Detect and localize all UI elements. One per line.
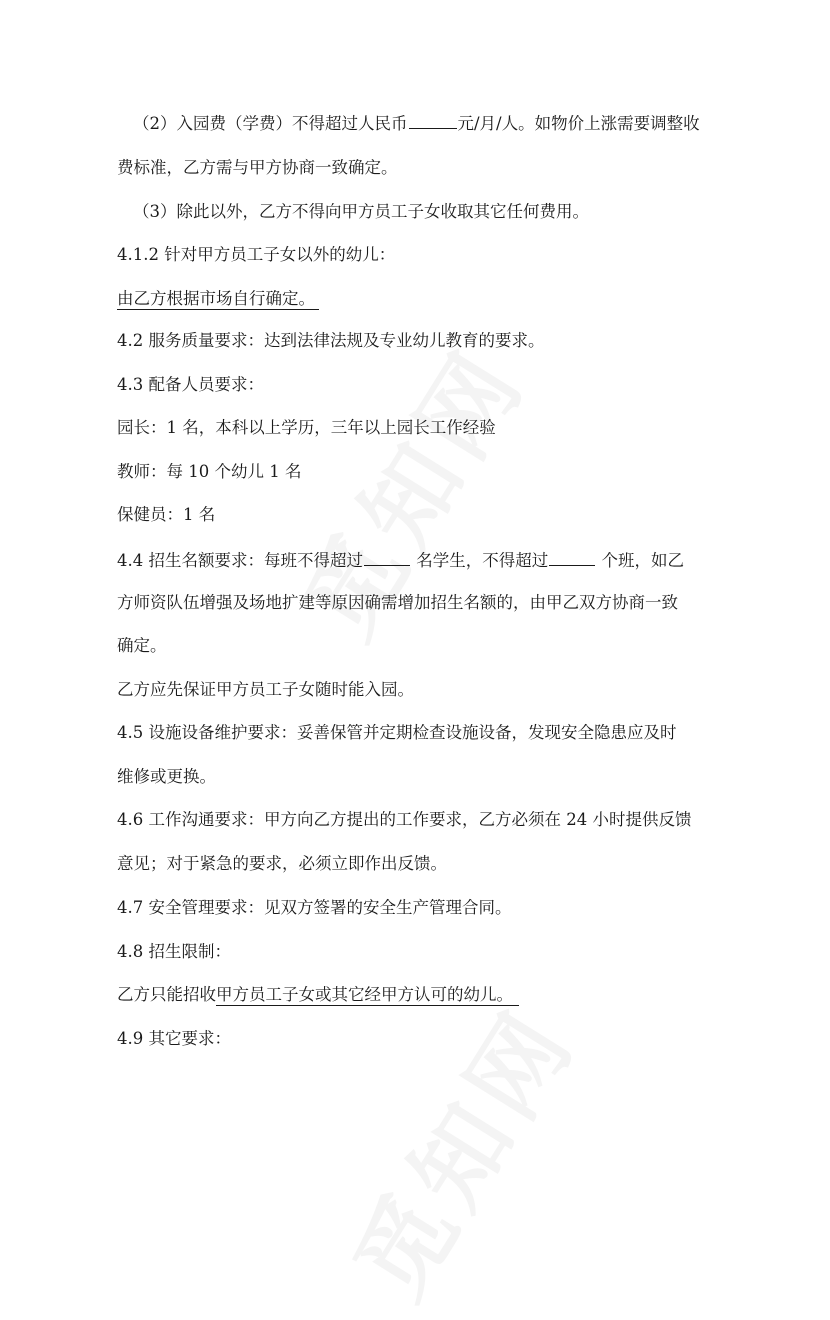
text-line: 4.6 工作沟通要求：甲方向乙方提出的工作要求，乙方必须在 24 小时提供反馈: [117, 810, 692, 829]
text-line: 4.2 服务质量要求：达到法律法规及专业幼儿教育的要求。: [117, 331, 545, 350]
text-line: 确定。: [117, 636, 167, 655]
underlined-text: 甲方员工子女或其它经甲方认可的幼儿。: [216, 985, 519, 1006]
blank-field: [549, 547, 595, 566]
text-line: 教师：每 10 个幼儿 1 名: [117, 462, 302, 481]
text-line: 意见；对于紧急的要求，必须立即作出反馈。: [117, 854, 447, 873]
text-line: 4.4 招生名额要求：每班不得超过 名学生，不得超过 个班，如乙: [117, 547, 717, 573]
blank-field: [364, 547, 410, 566]
text-line: （2）入园费（学费）不得超过人民币 元/月/人。如物价上涨需要调整收: [133, 110, 733, 136]
text-line: 方师资队伍增强及场地扩建等原因确需增加招生名额的，由甲乙双方协商一致: [117, 593, 678, 612]
text-line: 保健员：1 名: [117, 505, 216, 524]
text-line: 4.1.2 针对甲方员工子女以外的幼儿：: [117, 245, 396, 264]
text-line: 园长：1 名，本科以上学历，三年以上园长工作经验: [117, 418, 496, 437]
text-line: 4.5 设施设备维护要求：妥善保管并定期检查设施设备，发现安全隐患应及时: [117, 723, 677, 742]
text-line: （3）除此以外，乙方不得向甲方员工子女收取其它任何费用。: [133, 202, 589, 221]
underlined-text: 由乙方根据市场自行确定。: [117, 289, 319, 310]
text-line: 费标准，乙方需与甲方协商一致确定。: [117, 158, 398, 177]
text-line: 4.3 配备人员要求：: [117, 375, 264, 394]
text-line: 4.8 招生限制：: [117, 942, 231, 961]
text-line: 乙方只能招收甲方员工子女或其它经甲方认可的幼儿。: [117, 983, 717, 1007]
text-line: [117, 287, 717, 311]
text-line: 4.9 其它要求：: [117, 1029, 231, 1048]
text-line: 维修或更换。: [117, 767, 216, 786]
text-line: 乙方应先保证甲方员工子女随时能入园。: [117, 680, 414, 699]
blank-field: [409, 110, 457, 129]
text-line: 4.7 安全管理要求：见双方签署的安全生产管理合同。: [117, 898, 512, 917]
